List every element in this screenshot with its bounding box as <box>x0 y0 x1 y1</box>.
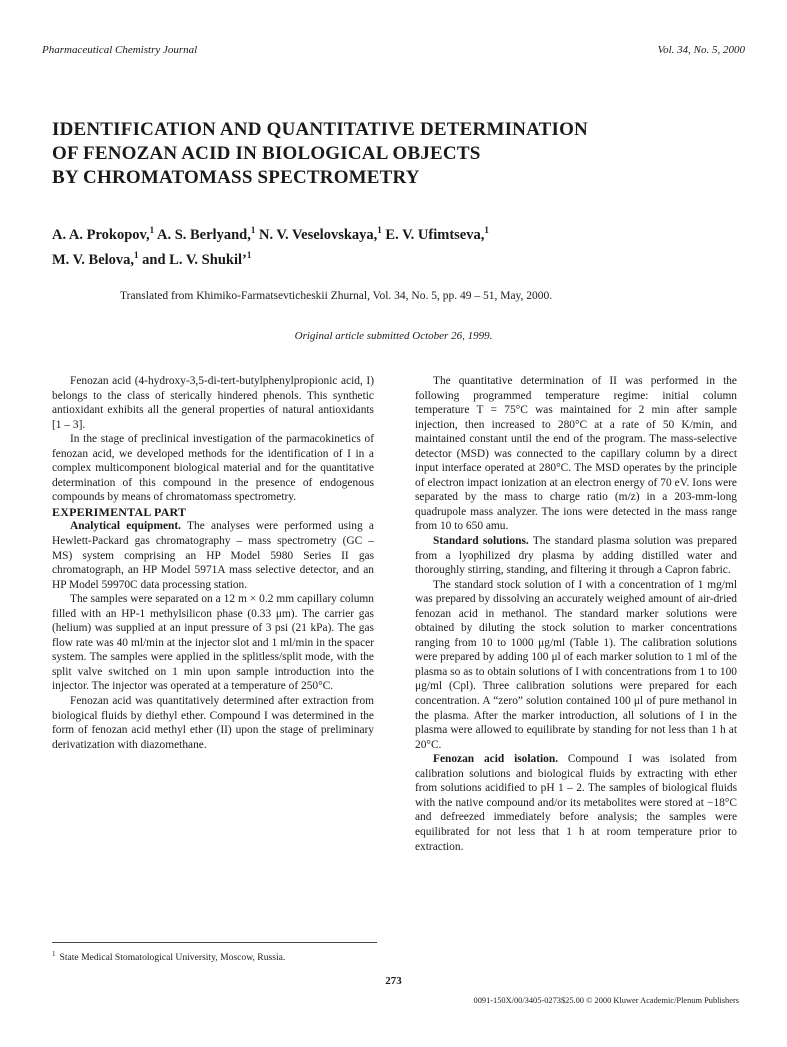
author-list <box>52 220 692 270</box>
paragraph: Fenozan acid (4-hydroxy-3,5-di-tert-butylphenylpropionic acid, I) belongs to the class of sterically hindered phenols. This synthetic antioxidant exhibits all the general properties of natural antioxidants [1 – 3]. <box>52 375 374 431</box>
right-column <box>415 374 737 854</box>
issue-info: Vol. 34, No. 5, 2000 <box>657 44 745 56</box>
paragraph: In the stage of preclinical investigation of the parmacokinetics of fenozan acid, we developed methods for the identification of I in a complex multicomponent biological material and for the quantitative determination of this compound in the presence of endogenous compounds by means of chromatomass spectrometry. <box>52 433 374 504</box>
author: A. S. Berlyand,$^1$ <box>156 225 256 243</box>
translation-note: Translated from Khimiko-Farmatsevticheskii Zhurnal, Vol. 34, No. 5, pp. 49 – 51, May, 2000. <box>120 290 553 302</box>
author: N. V. Veselovskaya,$^1$ <box>258 225 382 243</box>
section-heading: EXPERIMENTAL PART <box>52 504 187 519</box>
copyright-line: 0091-150X/00/3405-0273$25.00 © 2000 Kluwer Academic/Plenum Publishers <box>473 996 739 1005</box>
running-head <box>42 44 745 56</box>
author-line <box>52 220 692 245</box>
paragraph: The quantitative determination of II was performed in the following programmed temperature regime: initial column temperature T = 75°C was maintained for 2 min after sample injection, then increased to 280°C at a rate of 50 K/min, and maintained constant until the end of the program. The mass-selective detector (MSD) was connected to the capillary column by a direct input interface operated at 280°C. The MSD operates by the principle of electron impact ionization at an electron energy of 70 eV. Ions were separated by the mass to charge ratio (m/z) in a 203-mm-long quadrupole mass analyzer. The ions were detected in the mass range from 10 to 650 amu. <box>415 375 737 533</box>
journal-name: Pharmaceutical Chemistry Journal <box>42 44 198 56</box>
run-in-heading: Standard solutions. <box>433 535 529 548</box>
author-line <box>52 245 692 270</box>
title-line: IDENTIFICATION AND QUANTITATIVE DETERMINATION <box>52 119 588 140</box>
footnote-text: State Medical Stomatological University, Moscow, Russia. <box>59 952 286 964</box>
article-title <box>52 118 692 190</box>
paragraph: Fenozan acid was quantitatively determined after extraction from biological fluids by diethyl ether. Compound I was determined in the form of fenozan acid methyl ether (II) upon the stage of preliminary derivatization with diazomethane. <box>52 695 374 751</box>
title-line: BY CHROMATOMASS SPECTROMETRY <box>52 167 420 188</box>
author: E. V. Ufimtseva,$^1$ <box>385 225 489 243</box>
submission-date: Original article submitted October 26, 1999. <box>294 330 493 342</box>
page-number: 273 <box>385 975 402 987</box>
author: A. A. Prokopov,$^1$ <box>52 225 155 243</box>
paragraph: Fenozan acid isolation. Compound I was isolated from calibration solutions and biological fluids by extracting with ether from solutions acidified to pH 1 – 2. The samples of biological fluids with the native compound and/or its metabolites were stored at −18°C and defreezed immediately before analysis; the samples were equilibrated for not less that 1 h at room temperature prior to extraction. <box>415 753 737 853</box>
paragraph: Analytical equipment. The analyses were performed using a Hewlett-Packard gas chromatography – mass spectrometry (GC – MS) system comprising an HP Model 5980 Series II gas chromatograph, an HP Model 5971A mass selective detector, and an HP Model 59970C data processing station. <box>52 520 374 591</box>
paragraph: The standard stock solution of I with a concentration of 1 mg/ml was prepared by dissolving an accurately weighed amount of air-dried fenozan acid in methanol. The standard marker solutions were obtained by diluting the stock solution to marker concentrations ranging from 10 to 1000 μg/ml (Table 1). The calibration solutions were prepared by adding 100 μl of each marker solution to 1 ml of the plasma so as to obtain solutions of I with concentrations from 1 to 100 μg/ml (Cpl). Three calibration solutions were prepared for each concentration. A “zero” solution contained 100 μl of pure methanol in the plasma. After the marker introduction, all solutions of I in the plasma were allowed to equilibrate by standing for not less than 1 h at 20°C. <box>415 578 737 751</box>
run-in-heading: Analytical equipment. <box>70 520 181 533</box>
author: M. V. Belova,$^1$ <box>52 249 139 268</box>
footnote-divider <box>52 942 377 943</box>
run-in-heading: Fenozan acid isolation. <box>433 753 559 766</box>
left-column <box>52 374 374 752</box>
paragraph: Standard solutions. The standard plasma solution was prepared from a lyophilized dry plasma by adding distilled water and thoroughly stirring, standing, and filtering it through a Capron fabric. <box>415 535 737 577</box>
title-line: OF FENOZAN ACID IN BIOLOGICAL OBJECTS <box>52 143 481 164</box>
paragraph: The samples were separated on a 12 m × 0.2 mm capillary column filled with an HP-1 methylsilicon phase (0.33 μm). The carrier gas (helium) was supplied at an input pressure of 3 psi (21 kPa). The gas flow rate was 40 ml/min at the injector slot and 1 ml/min in the spacer system. The samples were applied in the splitless/split mode, with the split valve switched on 1 min upon sample introduction into the injector. The injector was operated at a temperature of 250°C. <box>52 593 374 693</box>
author: and L. V. Shukil’$^1$ <box>142 249 252 268</box>
footnote-mark: 1 <box>52 950 56 958</box>
footnote <box>52 950 382 963</box>
